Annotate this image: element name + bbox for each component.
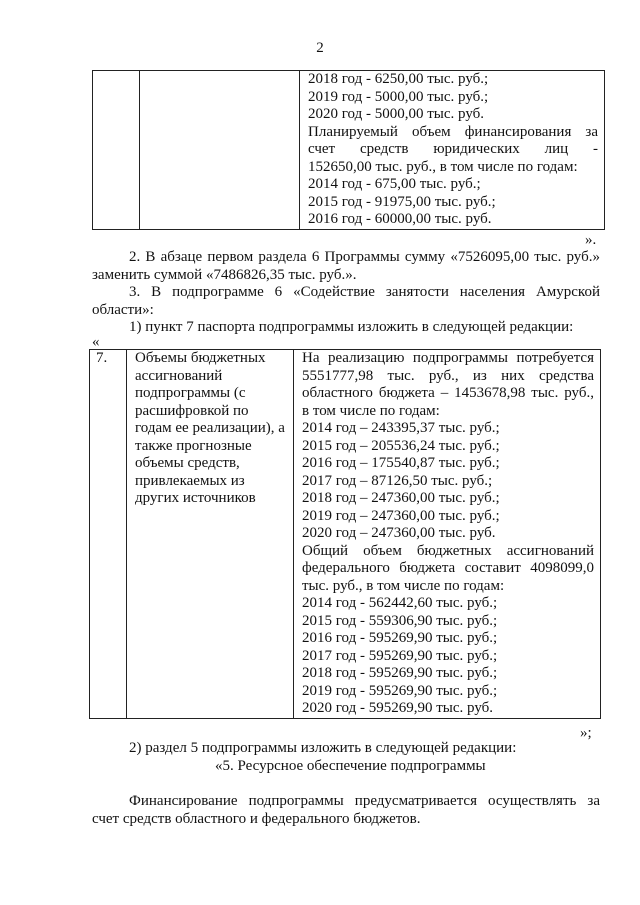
value-line: 2017 год - 595269,90 тыс. руб.;	[302, 647, 498, 664]
value-line: в том числе по годам:	[302, 402, 440, 419]
table2-closing-quote: »;	[580, 725, 592, 741]
value-line: 2016 год – 175540,87 тыс. руб.;	[302, 455, 500, 471]
value-line: федерального бюджета составит 4098099,0	[302, 560, 594, 576]
table2-opening-quote: «	[92, 334, 100, 350]
table1-line: 2018 год - 6250,00 тыс. руб.;	[308, 71, 489, 87]
row-label	[127, 350, 294, 719]
table1-line: 2020 год - 5000,00 тыс. руб.	[308, 106, 485, 122]
row-value	[294, 350, 601, 719]
label-line: привлекаемых из	[135, 472, 245, 489]
paragraph-2: 2. В абзаце первом раздела 6 Программы сумму «7526095,00 тыс. руб.» заменить суммой «7486826,35 тыс. руб.».	[92, 249, 600, 283]
table1-line: 2016 год - 60000,00 тыс. руб.	[308, 211, 492, 227]
label-line: расшифровкой по	[135, 402, 249, 419]
table1-line: 152650,00 тыс. руб., в том числе по годам:	[308, 158, 578, 175]
value-line: 2019 год - 595269,90 тыс. руб.;	[302, 682, 498, 699]
passport-table	[89, 349, 601, 719]
row-number: 7.	[90, 350, 127, 719]
value-line: 2015 год - 559306,90 тыс. руб.;	[302, 612, 498, 629]
paragraph-3-line-2: области»:	[92, 301, 154, 318]
value-line: 2018 год – 247360,00 тыс. руб.;	[302, 490, 500, 506]
table1-value-cell	[300, 71, 605, 230]
value-line: 2019 год – 247360,00 тыс. руб.;	[302, 507, 500, 524]
table1-line: 2015 год - 91975,00 тыс. руб.;	[308, 193, 496, 210]
value-line: 2014 год – 243395,37 тыс. руб.;	[302, 420, 500, 436]
label-line: годам ее реализации), а	[135, 420, 285, 436]
table1-line: Планируемый объем финансирования за	[308, 123, 598, 140]
final-paragraph: Финансирование подпрограммы предусматривается осуществлять за счет средств областного и федерального бюджетов.	[92, 793, 600, 827]
value-line: 2020 год – 247360,00 тыс. руб.	[302, 525, 496, 541]
value-line: 2020 год - 595269,90 тыс. руб.	[302, 700, 494, 716]
item-1: 1) пункт 7 паспорта подпрограммы изложить в следующей редакции:	[129, 319, 574, 335]
label-line: подпрограммы (с	[135, 385, 246, 401]
value-line: 2018 год - 595269,90 тыс. руб.;	[302, 665, 498, 681]
table1-line: 2014 год - 675,00 тыс. руб.;	[308, 176, 481, 192]
value-line: Общий объем бюджетных ассигнований	[302, 542, 594, 559]
label-line: объемы средств,	[135, 455, 240, 471]
label-line: других источников	[135, 490, 256, 506]
label-line: также прогнозные	[135, 437, 252, 454]
value-line: областного бюджета – 1453678,98 тыс. руб.,	[302, 385, 594, 401]
paragraph-3	[92, 284, 600, 319]
label-line: ассигнований	[135, 367, 223, 384]
table1-number-cell	[93, 71, 140, 230]
value-line: На реализацию подпрограммы потребуется	[302, 350, 594, 366]
page-number: 2	[316, 40, 324, 56]
item-2: 2) раздел 5 подпрограммы изложить в следующей редакции:	[129, 740, 517, 756]
value-line: 5551777,98 тыс. руб., из них средства	[302, 367, 594, 384]
value-line: 2014 год - 562442,60 тыс. руб.;	[302, 595, 498, 611]
value-line: 2016 год - 595269,90 тыс. руб.;	[302, 630, 498, 646]
table1-closing-quote: ».	[585, 232, 597, 248]
label-line: Объемы бюджетных	[135, 350, 266, 366]
value-line: 2017 год – 87126,50 тыс. руб.;	[302, 472, 493, 489]
value-line: 2015 год – 205536,24 тыс. руб.;	[302, 437, 500, 454]
table1-label-cell	[140, 71, 300, 230]
table1-line: счет средств юридических лиц -	[308, 141, 598, 157]
table1-line: 2019 год - 5000,00 тыс. руб.;	[308, 88, 489, 105]
value-line: тыс. руб., в том числе по годам:	[302, 577, 505, 594]
paragraph-3-line-1: 3. В подпрограмме 6 «Содействие занятости населения Амурской	[129, 284, 600, 300]
section-title: «5. Ресурсное обеспечение подпрограммы	[215, 758, 486, 774]
financing-table-continued	[92, 70, 605, 230]
